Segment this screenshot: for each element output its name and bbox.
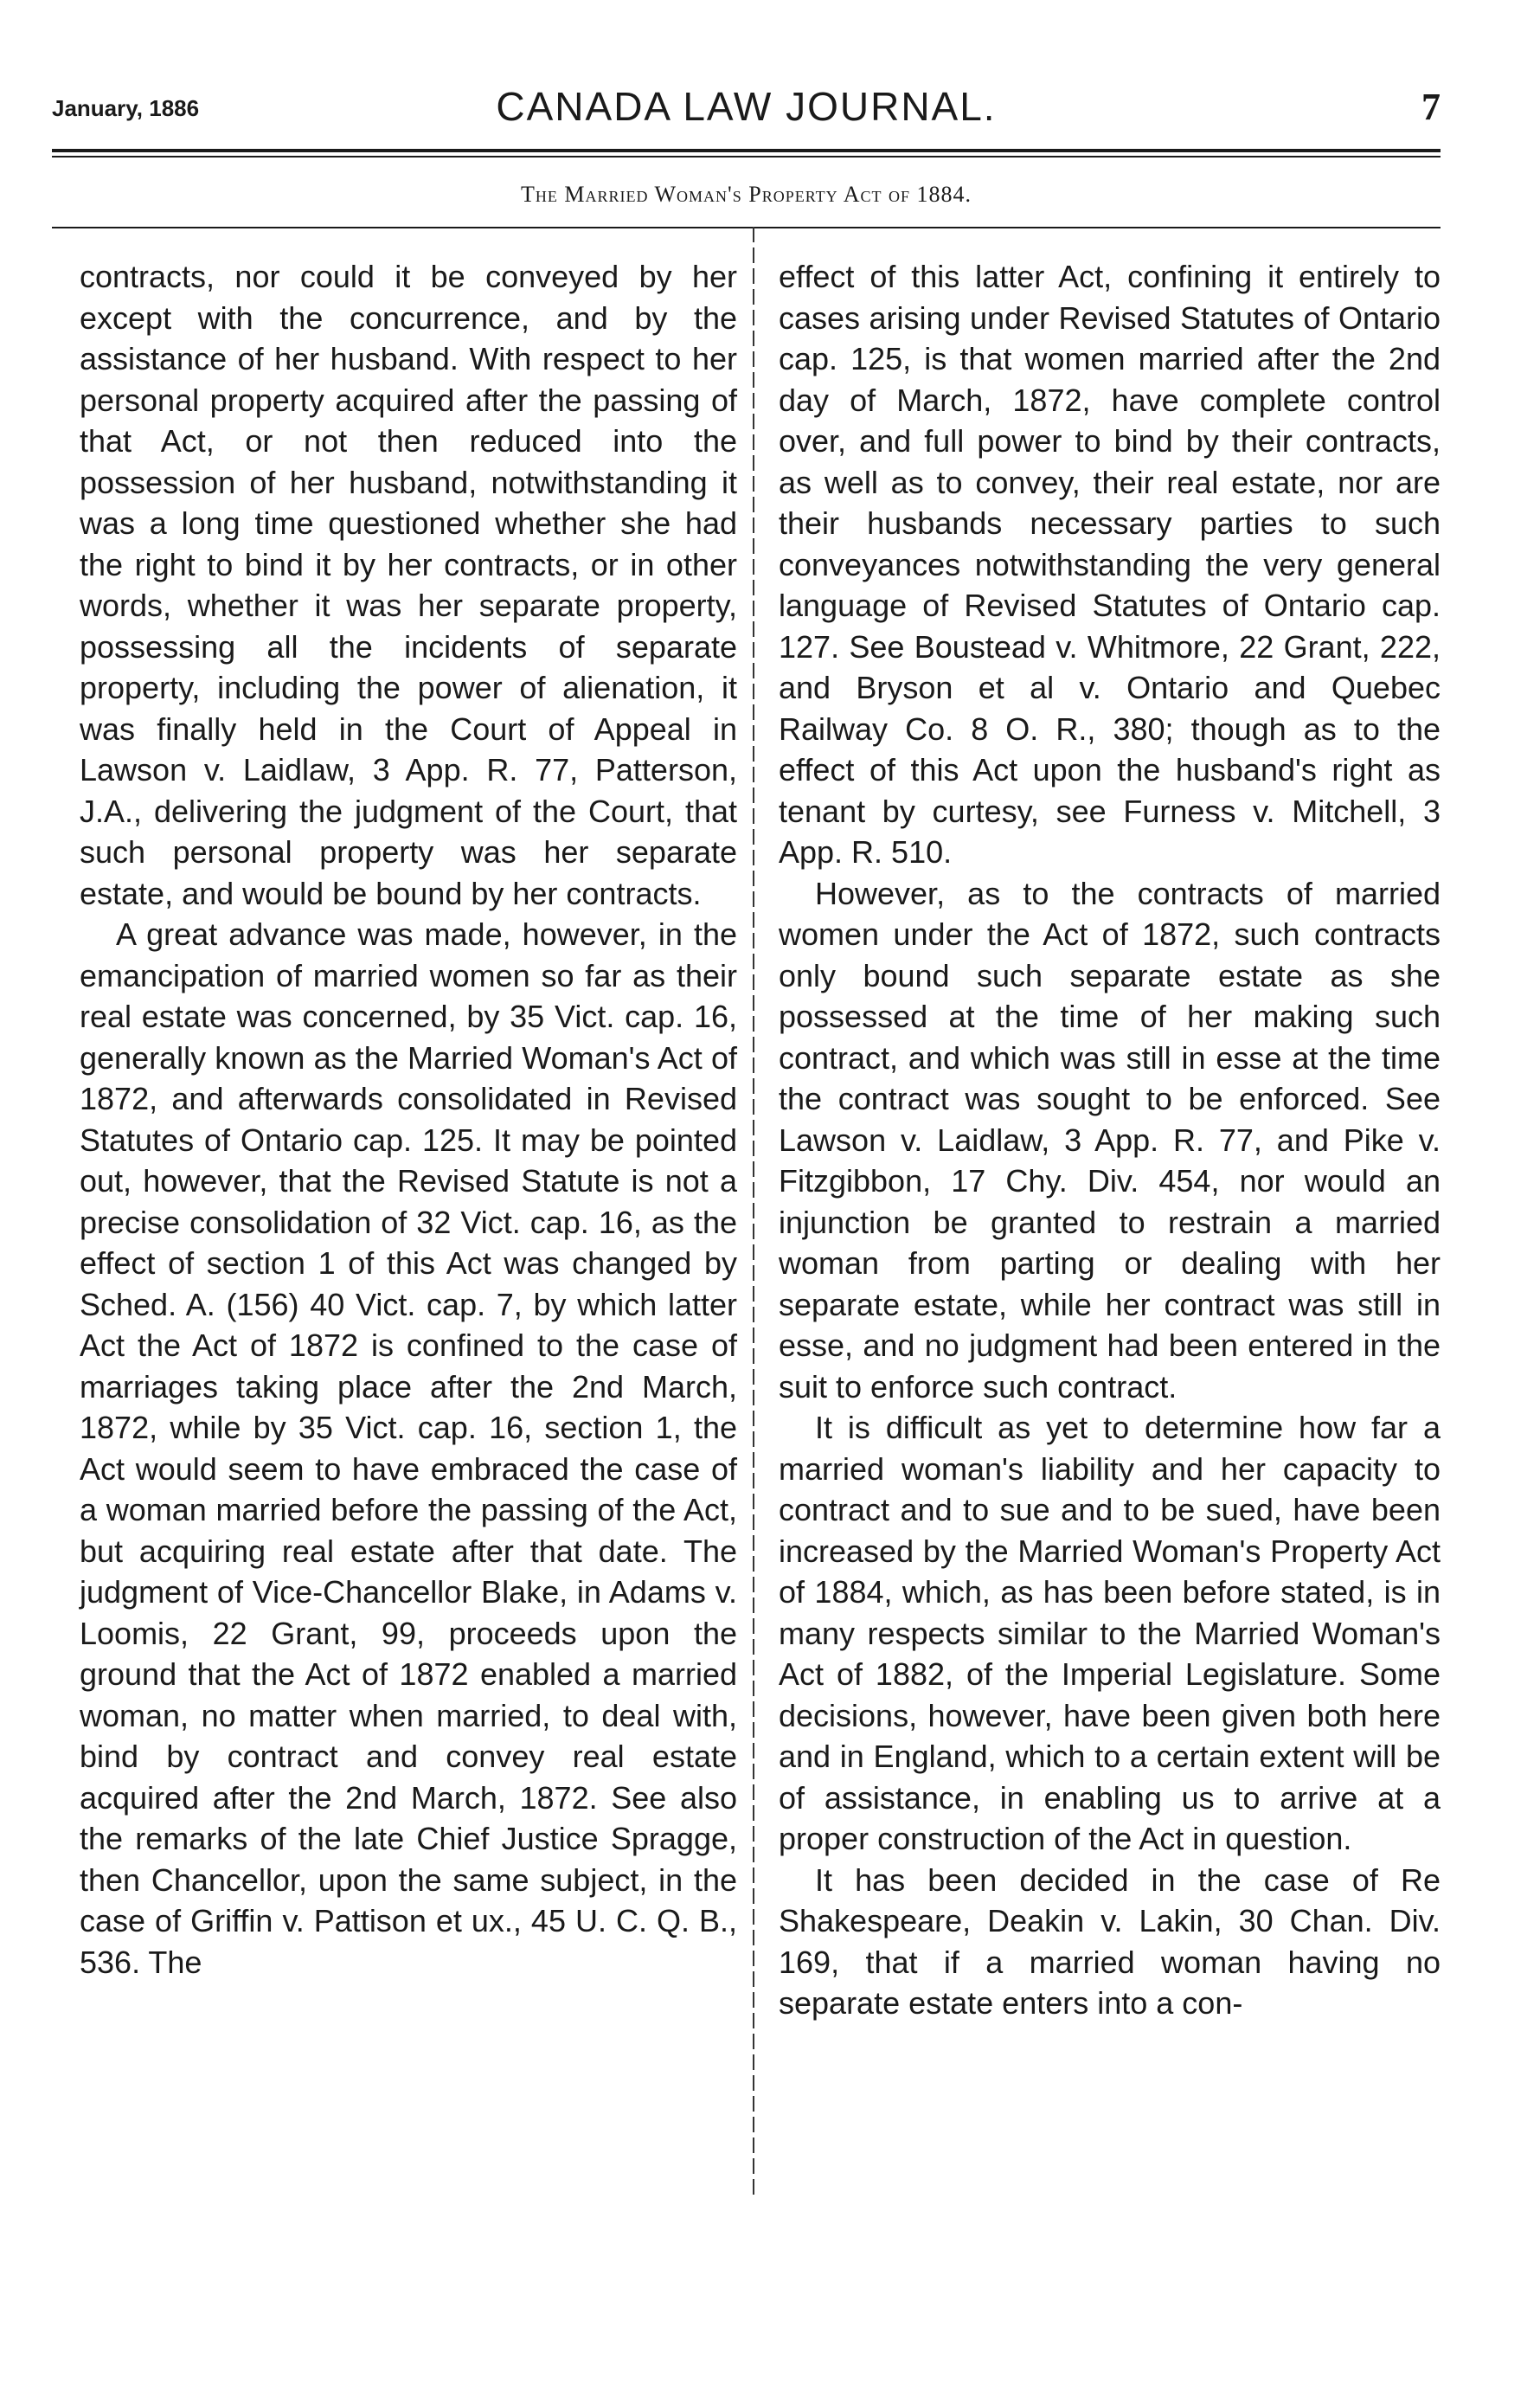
subhead-rule <box>52 227 1441 228</box>
journal-title: CANADA LAW JOURNAL. <box>496 84 997 129</box>
header-rule-thin <box>52 156 1441 158</box>
page-number: 7 <box>1421 86 1441 128</box>
article-running-head: The Married Woman's Property Act of 1884. <box>520 182 972 207</box>
column-divider <box>753 227 754 2200</box>
left-paragraph-1: contracts, nor could it be conveyed by her except with the concurrence, and by the assistance of her husband. With respect to her personal property acquired after the passing of that Act, or not then reduced into the possession of her husband, notwithstanding it was a long time questioned whether she had the right to bind it by her contracts, or in other words, whether it was her separate property, possessing all the incidents of separate property, including the power of alienation, it was finally held in the Court of Appeal in Lawson v. Laidlaw, 3 App. R. 77, Patterson, J.A., delivering the judgment of the Court, that such personal property was her separate estate, and would be bound by her contracts. <box>80 259 737 911</box>
issue-date: January, 1886 <box>52 95 200 121</box>
right-column <box>779 256 1441 2024</box>
right-paragraph-4: It has been decided in the case of Re Shakespeare, Deakin v. Lakin, 30 Chan. Div. 169, that if a married woman having no separate estate enters into a con- <box>779 1861 1441 2021</box>
right-paragraph-2: However, as to the contracts of married women under the Act of 1872, such contracts only bound such separate estate as she possessed at the time of her making such contract, and which was still in esse at the time the contract was sought to be enforced. See Lawson v. Laidlaw, 3 App. R. 77, and Pike v. Fitzgibbon, 17 Chy. Div. 454, nor would an injunction be granted to restrain a married woman from parting or dealing with her separate estate, while her contract was still in esse, and no judgment had been entered in the suit to enforce such contract. <box>779 875 1441 1405</box>
header-rule-thick <box>52 149 1441 152</box>
page-header <box>52 83 1441 135</box>
left-paragraph-2: A great advance was made, however, in the emancipation of married women so far as their real estate was concerned, by 35 Vict. cap. 16, generally known as the Married Woman's Act of 1872, and afterwards consolidated in Revised Statutes of Ontario cap. 125. It may be pointed out, however, that the Revised Statute is not a precise consolidation of 32 Vict. cap. 16, as the effect of section 1 of this Act was changed by Sched. A. (156) 40 Vict. cap. 7, by which latter Act the Act of 1872 is confined to the case of marriages taking place after the 2nd March, 1872, while by 35 Vict. cap. 16, section 1, the Act would seem to have embraced the case of a woman married before the passing of the Act, but acquiring real estate after that date. The judgment of Vice-Chancellor Blake, in Adams v. Loomis, 22 Grant, 99, proceeds upon the ground that the Act of 1872 enabled a married woman, no matter when married, to deal with, bind by contract and convey real estate acquired after the 2nd March, 1872. See also the remarks of the late Chief Justice Spragge, then Chancellor, upon the same subject, in the case of Griffin v. Pattison et ux., 45 U. C. Q. B., 536. The <box>80 916 737 1980</box>
right-paragraph-3: It is difficult as yet to determine how far a married woman's liability and her capacity to contract and to sue and to be sued, have been increased by the Married Woman's Property Act of 1884, which, as has been before stated, is in many respects similar to the Married Woman's Act of 1882, of the Imperial Legislature. Some decisions, however, have been given both here and in England, which to a certain extent will be of assistance, in enabling us to arrive at a proper construction of the Act in question. <box>779 1410 1441 1856</box>
right-paragraph-1: effect of this latter Act, confining it entirely to cases arising under Revised Statutes of Ontario cap. 125, is that women married after the 2nd day of March, 1872, have complete control over, and full power to bind by their contracts, as well as to convey, their real estate, nor are their husbands necessary parties to such conveyances notwithstanding the very general language of Revised Statutes of Ontario cap. 127. See Boustead v. Whitmore, 22 Grant, 222, and Bryson et al v. Ontario and Quebec Railway Co. 8 O. R., 380; though as to the effect of this Act upon the husband's right as tenant by curtesy, see Furness v. Mitchell, 3 App. R. 510. <box>779 259 1441 870</box>
left-column <box>80 256 737 1983</box>
